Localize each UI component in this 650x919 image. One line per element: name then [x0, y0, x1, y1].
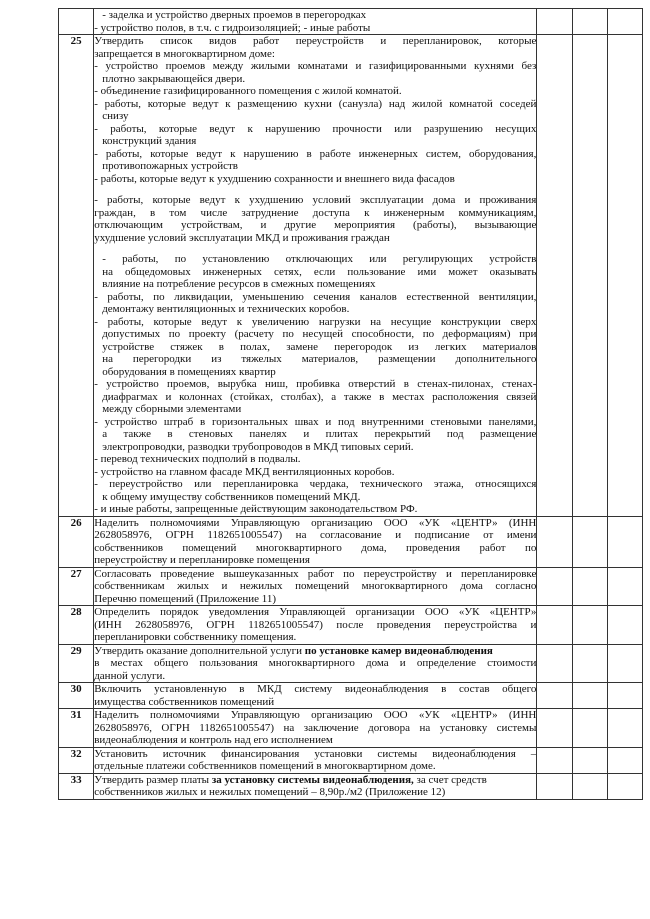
row-text: Утвердить список видов работ переустройств и перепланировок, которые запрещается в многоквартирном доме: - устройство проемов между жилыми комнатами и газифицированными кухнями без плотно закрывающейся двери. - объединение газифицированного помещения с жилой комнатой. - работы, которые ведут к размещению кухни (санузла) над жилой комнатой соседей снизу - работы, которые ведут к нарушению прочности или разрушению несущих конструкций здания - работы, которые ведут к нарушению в работе инженерных систем, оборудования, противопожарных устройств - работы, которые ведут к ухудшению сохранности и внешнего вида фасадов - работы, которые ведут к ухудшению условий эксплуатации дома и проживания граждан, в том числе затруднение доступа к инженерным коммуникациям, отключающим устройствам, и другие мероприятия (работы), вызывающие ухудшение условий эксплуатации МКД и проживания граждан - работы, по установлению отключающих или регулирующих устройств на общедомовых инженерных сетях, если пользование ими может оказывать влияние на потребление ресурсов в смежных помещениях - работы, по ликвидации, уменьшению сечения каналов естественной вентиляции, демонтажу вентиляционных и технических коробов. - работы, которые ведут к увеличению нагрузки на несущие конструкции сверх допустимых по проекту (расчету по несущей способности, по деформациям) при устройстве стяжек в полах, замене перегородок из легких материалов на перегородки из тяжелых материалов, размещении дополнительного оборудования в помещениях квартир - устройство проемов, вырубка ниш, пробивка отверстий в стенах-пилонах, стенах- диафрагмах и колоннах (стойках, столбах), а также в местах расположения связей между сборными элементами - устройство штраб в горизонтальных швах и под внутренними стеновыми панелями, а также в стеновых панелях и плитах перекрытий под размещение электропроводки, разводки трубопроводов в МКД типовых серий. - перевод технических подполий в подвалы. - устройство на главном фасаде МКД вентиляционных коробов. - переустройство или перепланировка чердака, технического этажа, относящихся к общему имуществу собственников помещений МКД. - и иные работы, запрещенные действующим законодательством РФ. — [94, 35, 537, 515]
vote-for-cell[interactable] — [537, 747, 572, 773]
bold-phrase: по установке камер видеонаблюдения — [304, 644, 493, 657]
row-number: 31 — [59, 709, 94, 748]
row-text: Установить источник финансирования установки системы видеонаблюдения – отдельные платежи собственников помещений в многоквартирном доме. — [94, 747, 537, 772]
row-number: 28 — [59, 606, 94, 645]
row-number: 25 — [59, 35, 94, 517]
table-row — [59, 567, 643, 606]
resolutions-table — [58, 8, 643, 800]
vote-against-cell[interactable] — [572, 606, 607, 645]
table-row — [59, 606, 643, 645]
vote-abstain-cell[interactable] — [607, 35, 642, 517]
row-text: Утвердить оказание дополнительной услуги по установке камер видеонаблюдения в местах общего пользования многоквартирного дома и определение стоимости данной услуги. — [94, 644, 537, 682]
row-number: 27 — [59, 567, 94, 606]
vote-for-cell[interactable] — [537, 773, 572, 799]
row-number: 32 — [59, 747, 94, 773]
row-text: - заделка и устройство дверных проемов в перегородках - устройство полов, в т.ч. с гидроизоляцией; - иные работы — [94, 9, 537, 35]
vote-for-cell[interactable] — [537, 567, 572, 606]
vote-abstain-cell[interactable] — [607, 606, 642, 645]
vote-for-cell[interactable] — [537, 606, 572, 645]
table-row — [59, 9, 643, 35]
row-text: Наделить полномочиями Управляющую организацию ООО «УК «ЦЕНТР» (ИНН 2628058976, ОГРН 1182651005547) на заключение договора на установку системы видеонаблюдения и контроль над его исполнением — [94, 709, 537, 746]
vote-abstain-cell[interactable] — [607, 567, 642, 606]
row-number: 26 — [59, 516, 94, 567]
vote-against-cell[interactable] — [572, 709, 607, 748]
vote-against-cell[interactable] — [572, 9, 607, 35]
vote-for-cell[interactable] — [537, 644, 572, 683]
vote-for-cell[interactable] — [537, 683, 572, 709]
vote-abstain-cell[interactable] — [607, 747, 642, 773]
row-number: 30 — [59, 683, 94, 709]
vote-for-cell[interactable] — [537, 9, 572, 35]
vote-for-cell[interactable] — [537, 709, 572, 748]
vote-abstain-cell[interactable] — [607, 516, 642, 567]
table-row — [59, 644, 643, 683]
vote-for-cell[interactable] — [537, 516, 572, 567]
vote-against-cell[interactable] — [572, 773, 607, 799]
row-number: 29 — [59, 644, 94, 683]
vote-abstain-cell[interactable] — [607, 709, 642, 748]
bold-phrase: за установку системы видеонаблюдения, — [211, 773, 414, 786]
vote-against-cell[interactable] — [572, 35, 607, 517]
vote-against-cell[interactable] — [572, 683, 607, 709]
vote-for-cell[interactable] — [537, 35, 572, 517]
table-row — [59, 516, 643, 567]
row-number: 33 — [59, 773, 94, 799]
row-text: Согласовать проведение вышеуказанных работ по переустройству и перепланировке собственникам жилых и нежилых помещений многоквартирного дома согласно Перечню помещений (Приложение 11) — [94, 567, 537, 605]
vote-against-cell[interactable] — [572, 567, 607, 606]
vote-abstain-cell[interactable] — [607, 644, 642, 683]
row-text: Утвердить размер платы за установку системы видеонаблюдения, за счет средств собственников жилых и нежилых помещений – 8,90р./м2 (Приложение 12) — [94, 773, 537, 799]
row-number — [59, 9, 94, 35]
row-text: Определить порядок уведомления Управляющей организации ООО «УК «ЦЕНТР» (ИНН 2628058976, ОГРН 1182651005547) после проведения переустройства и перепланировки собственнику помещения. — [94, 606, 537, 643]
vote-abstain-cell[interactable] — [607, 683, 642, 709]
table-row — [59, 683, 643, 709]
vote-abstain-cell[interactable] — [607, 773, 642, 799]
table-row — [59, 35, 643, 517]
table-row — [59, 747, 643, 773]
table-row — [59, 773, 643, 799]
row-text: Включить установленную в МКД систему видеонаблюдения в состав общего имущества собственников помещений — [94, 683, 537, 708]
vote-against-cell[interactable] — [572, 644, 607, 683]
table-row — [59, 709, 643, 748]
vote-abstain-cell[interactable] — [607, 9, 642, 35]
vote-against-cell[interactable] — [572, 516, 607, 567]
row-text: Наделить полномочиями Управляющую организацию ООО «УК «ЦЕНТР» (ИНН 2628058976, ОГРН 1182651005547) на согласование и подписание от имени собственников помещений многоквартирного дома, проведения работ по переустройству и перепланировке помещения — [94, 516, 537, 566]
vote-against-cell[interactable] — [572, 747, 607, 773]
